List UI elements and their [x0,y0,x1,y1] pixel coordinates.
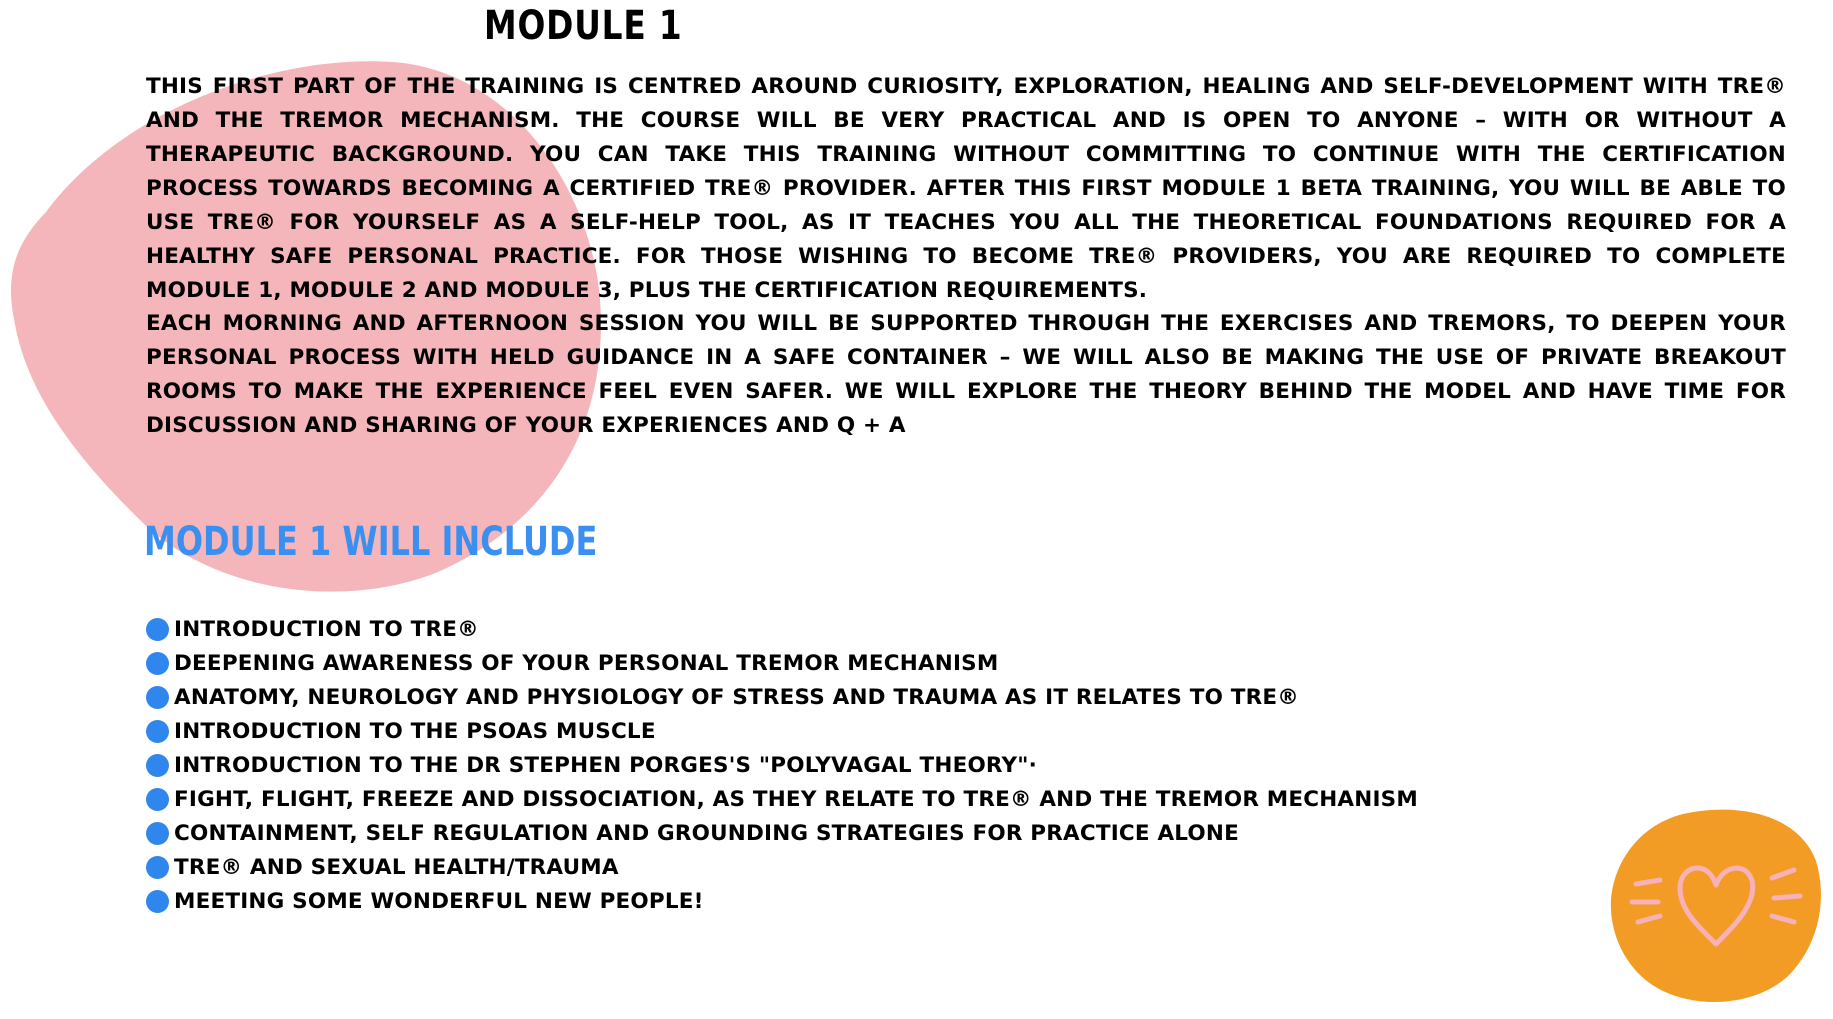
orange-heart-badge [1608,806,1823,1006]
bullet-icon [146,686,169,709]
list-item-text: INTRODUCTION TO TRE® [174,616,479,642]
list-item [146,850,1418,884]
bullet-icon [146,890,169,913]
bullet-icon [146,788,169,811]
list-item [146,782,1418,816]
list-item [146,714,1418,748]
intro-paragraph: THIS FIRST PART OF THE TRAINING IS CENTRED AROUND CURIOSITY, EXPLORATION, HEALING AND SELF-DEVELOPMENT WITH TRE® AND THE TREMOR MECHANISM. THE COURSE WILL BE VERY PRACTICAL AND IS OPEN TO ANYONE – WITH OR WITHOUT A THERAPEUTIC BACKGROUND. YOU CAN TAKE THIS TRAINING WITHOUT COMMITTING TO CONTINUE WITH THE CERTIFICATION PROCESS TOWARDS BECOMING A CERTIFIED TRE® PROVIDER. AFTER THIS FIRST MODULE 1 BETA TRAINING, YOU WILL BE ABLE TO USE TRE® FOR YOURSELF AS A SELF-HELP TOOL, AS IT TEACHES YOU ALL THE THEORETICAL FOUNDATIONS REQUIRED FOR A HEALTHY SAFE PERSONAL PRACTICE. FOR THOSE WISHING TO BECOME TRE® PROVIDERS, YOU ARE REQUIRED TO COMPLETE MODULE 1, MODULE 2 AND MODULE 3, PLUS THE CERTIFICATION REQUIREMENTS. [146,74,1786,303]
list-item [146,748,1418,782]
list-item-text: FIGHT, FLIGHT, FREEZE AND DISSOCIATION, AS THEY RELATE TO TRE® AND THE TREMOR MECHANISM [174,786,1418,812]
bullet-icon [146,856,169,879]
session-paragraph: EACH MORNING AND AFTERNOON SESSION YOU WILL BE SUPPORTED THROUGH THE EXERCISES AND TREMORS, TO DEEPEN YOUR PERSONAL PROCESS WITH HELD GUIDANCE IN A SAFE CONTAINER – WE WILL ALSO BE MAKING THE USE OF PRIVATE BREAKOUT ROOMS TO MAKE THE EXPERIENCE FEEL EVEN SAFER. WE WILL EXPLORE THE THEORY BEHIND THE MODEL AND HAVE TIME FOR DISCUSSION AND SHARING OF YOUR EXPERIENCES AND Q + A [146,311,1786,438]
include-heading: MODULE 1 WILL INCLUDE [144,519,598,565]
list-item [146,680,1418,714]
bullet-icon [146,618,169,641]
bullet-icon [146,822,169,845]
bullet-icon [146,720,169,743]
list-item [146,884,1418,918]
include-list [146,612,1418,918]
module-title: MODULE 1 [484,3,683,49]
list-item-text: TRE® AND SEXUAL HEALTH/TRAUMA [174,854,619,880]
list-item-text: CONTAINMENT, SELF REGULATION AND GROUNDING STRATEGIES FOR PRACTICE ALONE [174,820,1239,846]
list-item [146,612,1418,646]
list-item-text: ANATOMY, NEUROLOGY AND PHYSIOLOGY OF STRESS AND TRAUMA AS IT RELATES TO TRE® [174,684,1300,710]
orange-blob-shape [1611,810,1821,1002]
list-item-text: MEETING SOME WONDERFUL NEW PEOPLE! [174,888,704,914]
bullet-icon [146,754,169,777]
list-item [146,816,1418,850]
bullet-icon [146,652,169,675]
list-item-text: INTRODUCTION TO THE PSOAS MUSCLE [174,718,656,744]
list-item-text: INTRODUCTION TO THE DR STEPHEN PORGES'S "POLYVAGAL THEORY"· [174,752,1038,778]
list-item-text: DEEPENING AWARENESS OF YOUR PERSONAL TREMOR MECHANISM [174,650,999,676]
list-item [146,646,1418,680]
